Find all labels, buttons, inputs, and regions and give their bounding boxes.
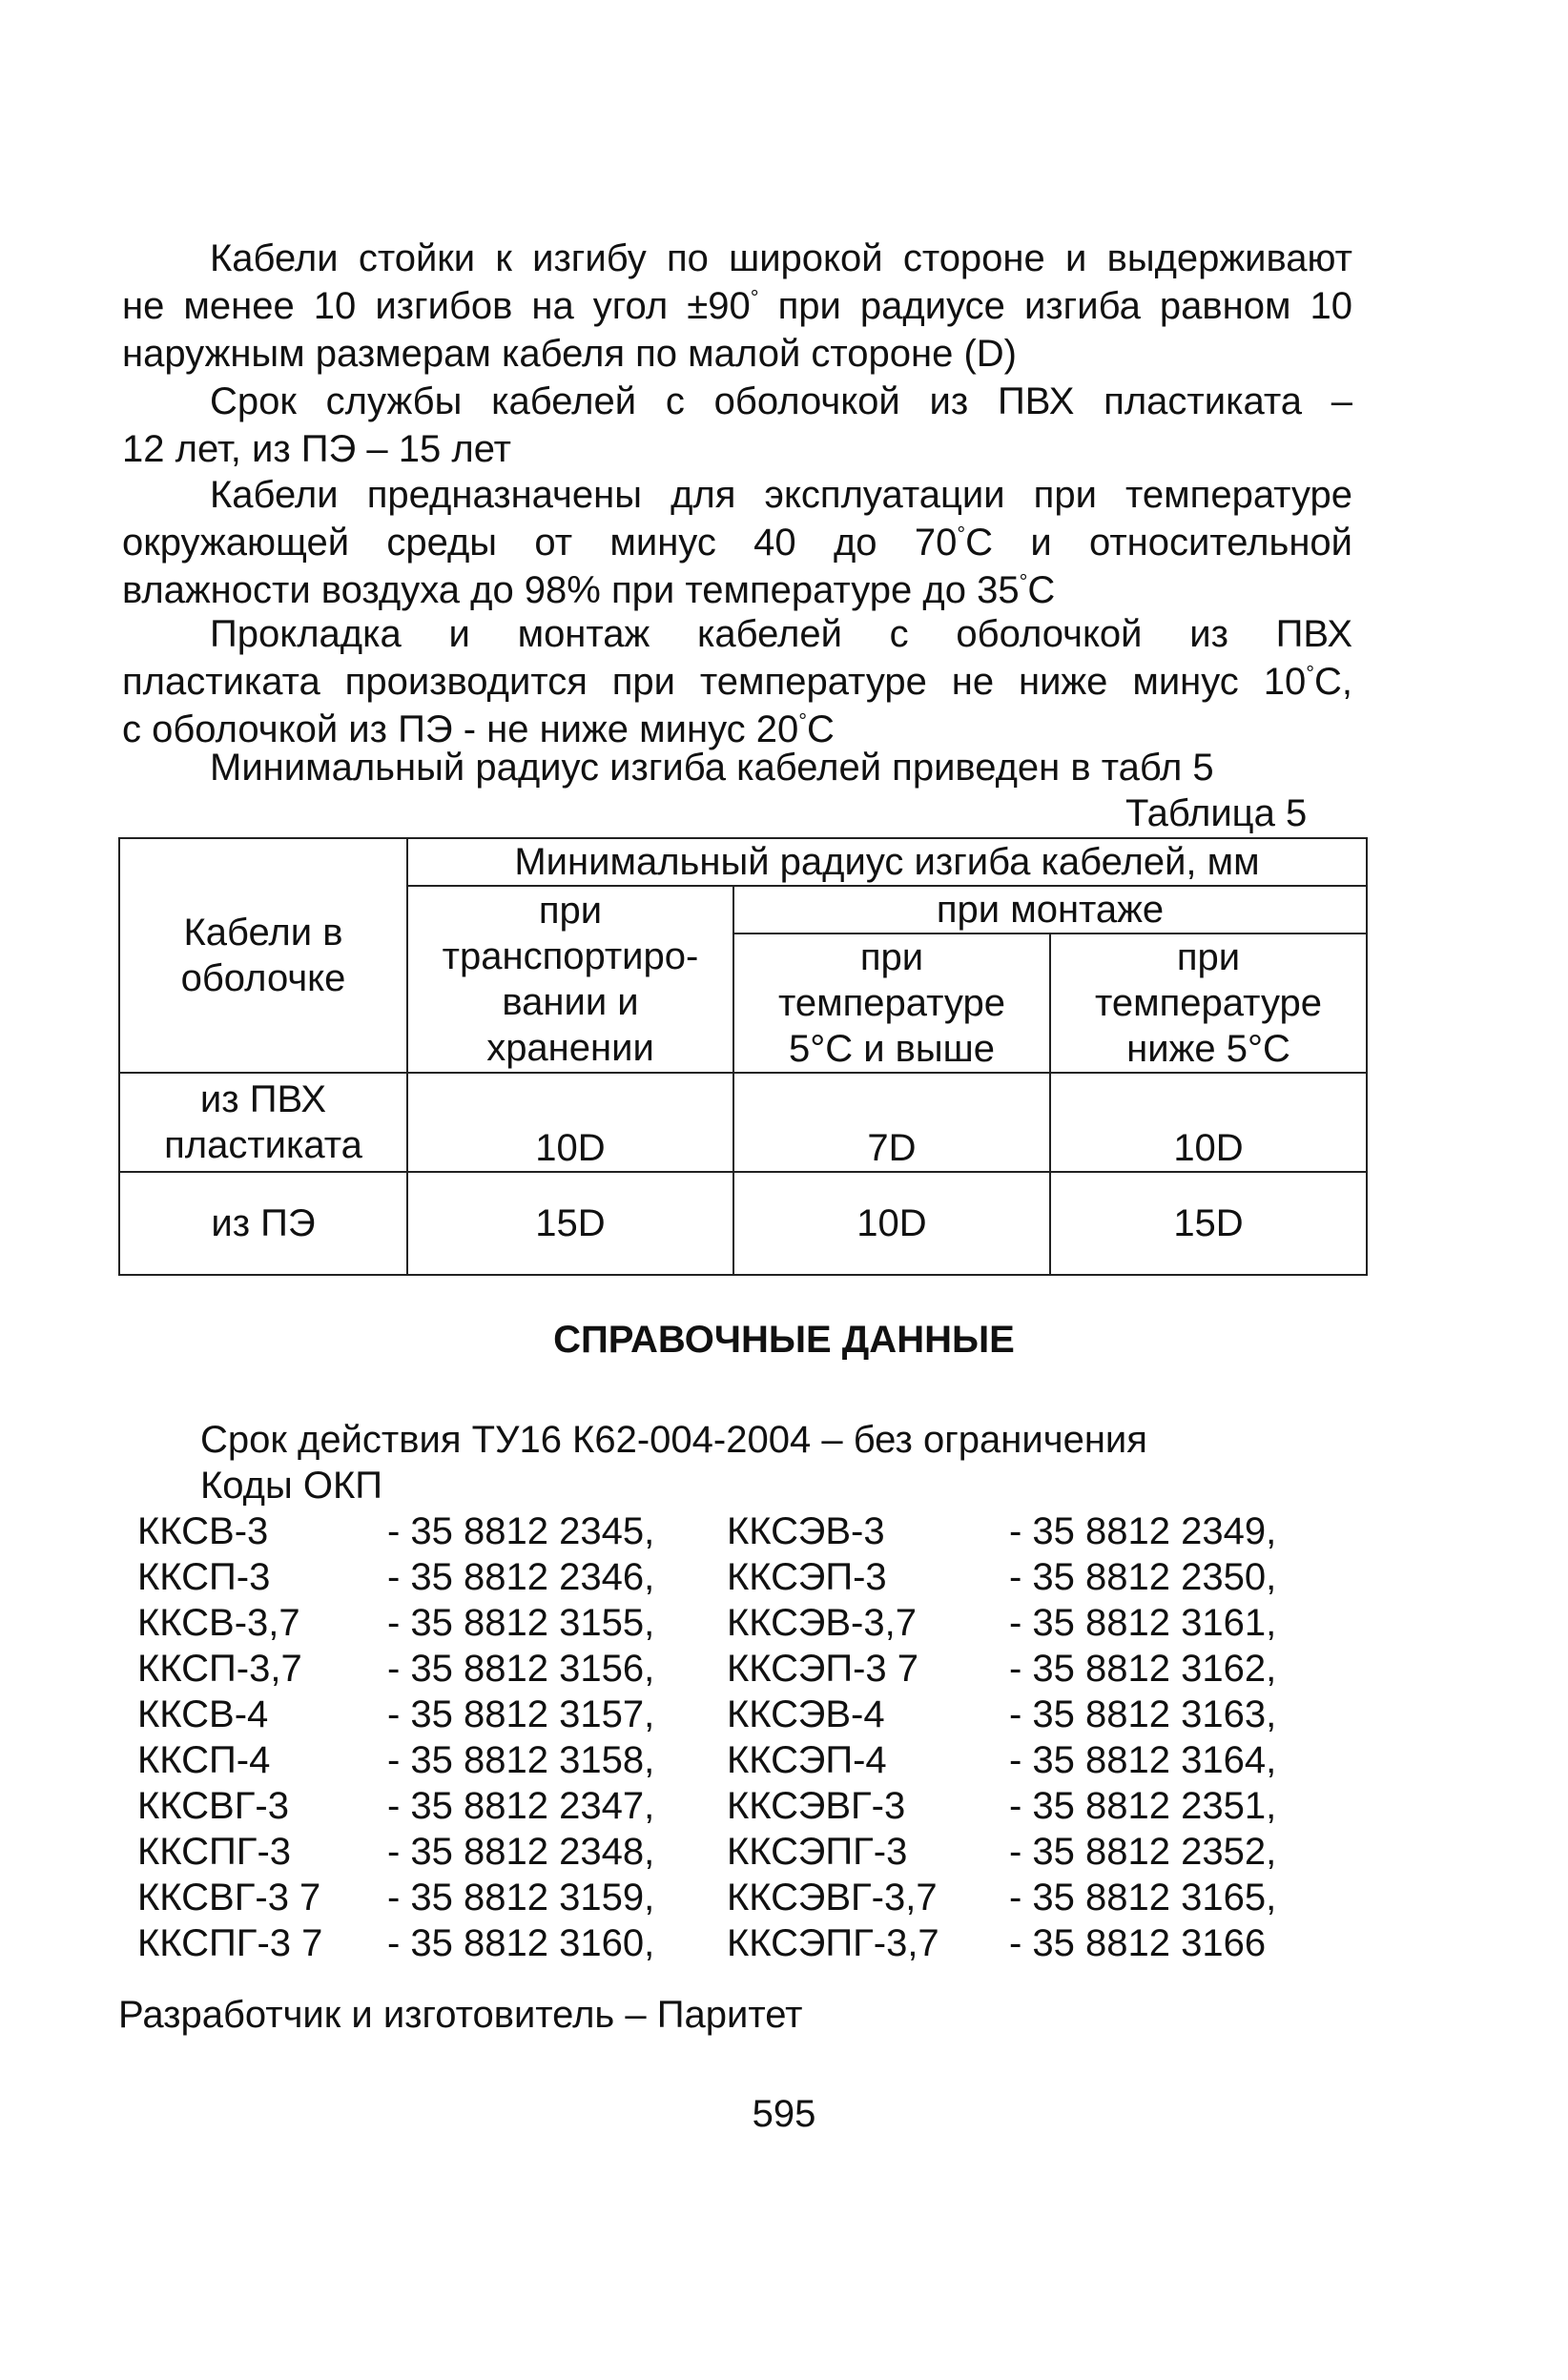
code-row: [137, 1783, 1295, 1829]
okp-code: - 35 8812 2345,: [387, 1510, 655, 1552]
okp-code: - 35 8812 3164,: [1009, 1739, 1277, 1781]
okp-code: - 35 8812 3159,: [387, 1877, 655, 1918]
code-row: [137, 1508, 1295, 1554]
header-text: при: [1176, 936, 1241, 978]
header-mounting: при монтаже: [733, 886, 1367, 934]
code-row: [137, 1920, 1295, 1966]
cable-mark: ККСЭВГ-3: [727, 1785, 906, 1827]
text-segment: С и относительной: [965, 522, 1352, 564]
paragraph-operating-conditions: [122, 471, 1352, 614]
text-line: Кабели предназначены для эксплуатации при температуре: [210, 474, 1352, 516]
header-cable-sheath: [119, 838, 407, 1073]
cable-mark: ККСЭВ-3: [727, 1510, 885, 1552]
codes-title: Коды ОКП: [200, 1465, 383, 1507]
text-line: Срок службы кабелей с оболочкой из ПВХ пластиката –: [210, 380, 1352, 422]
cell-below-5c: 10D: [1050, 1073, 1367, 1172]
text-line: Прокладка и монтаж кабелей с оболочкой из ПВХ: [210, 613, 1352, 655]
cable-mark: ККСВГ-3: [137, 1785, 289, 1827]
code-row: [137, 1737, 1295, 1783]
header-text: при: [859, 936, 924, 978]
cell-transport: 15D: [407, 1172, 733, 1275]
okp-code: - 35 8812 3158,: [387, 1739, 655, 1781]
table-row: [119, 1073, 1367, 1172]
validity-line: Срок действия ТУ16 К62-004-2004 – без ограничения: [200, 1419, 1147, 1461]
text-segment: С: [807, 708, 835, 750]
cell-text: из ПВХ: [199, 1078, 327, 1120]
cell-transport: 10D: [407, 1073, 733, 1172]
row-label: из ПЭ: [119, 1172, 407, 1275]
table-caption: Таблица 5: [1125, 792, 1308, 834]
cable-mark: ККСЭПГ-3: [727, 1831, 908, 1873]
developer-line: Разработчик и изготовитель – Паритет: [118, 1994, 803, 2036]
cable-mark: ККСВГ-3 7: [137, 1877, 321, 1918]
header-text: при: [538, 890, 603, 932]
okp-code: - 35 8812 3165,: [1009, 1877, 1277, 1918]
text-line: наружным размерам кабеля по малой стороне (D): [122, 333, 1017, 375]
code-row: [137, 1875, 1295, 1920]
header-text: температуре: [1095, 982, 1322, 1024]
header-text: оболочке: [180, 957, 346, 999]
code-row: [137, 1829, 1295, 1875]
text-segment: окружающей среды от минус 40 до 70: [122, 522, 958, 564]
okp-code: - 35 8812 3161,: [1009, 1602, 1277, 1644]
cable-mark: ККСЭП-3: [727, 1556, 887, 1598]
degree-sign: °: [798, 708, 808, 733]
header-text: температуре: [778, 982, 1005, 1024]
header-text: Кабели в: [183, 912, 343, 954]
code-row: [137, 1692, 1295, 1737]
header-above-5c: [733, 934, 1050, 1073]
paragraph-bend-resistance: [122, 235, 1352, 378]
okp-code: - 35 8812 3155,: [387, 1602, 655, 1644]
cable-mark: ККСВ-4: [137, 1693, 269, 1735]
okp-code: - 35 8812 3163,: [1009, 1693, 1277, 1735]
text-line: [122, 519, 1352, 566]
code-row: [137, 1646, 1295, 1692]
okp-code: - 35 8812 2349,: [1009, 1510, 1277, 1552]
paragraph-table-reference: [122, 744, 1352, 791]
okp-code: - 35 8812 3160,: [387, 1922, 655, 1964]
degree-sign: °: [1306, 661, 1314, 686]
text-segment: с оболочкой из ПЭ - не ниже минус 20: [122, 708, 799, 750]
okp-code: - 35 8812 3166: [1009, 1922, 1267, 1964]
paragraph-installation: [122, 610, 1352, 753]
header-below-5c: [1050, 934, 1367, 1073]
header-transport: [407, 886, 733, 1073]
page-number: 595: [752, 2093, 816, 2135]
okp-code: - 35 8812 2346,: [387, 1556, 655, 1598]
okp-code: - 35 8812 2348,: [387, 1831, 655, 1873]
section-heading: СПРАВОЧНЫЕ ДАННЫЕ: [553, 1319, 1015, 1361]
header-text: вании и: [502, 981, 639, 1023]
code-row: [137, 1554, 1295, 1600]
degree-sign: °: [957, 522, 966, 546]
cable-mark: ККСЭПГ-3,7: [727, 1922, 939, 1964]
table-row: [119, 1172, 1367, 1275]
cable-mark: ККСП-4: [137, 1739, 271, 1781]
degree-sign: °: [750, 285, 759, 310]
text-line: [122, 566, 1352, 614]
okp-code: - 35 8812 2350,: [1009, 1556, 1277, 1598]
okp-code: - 35 8812 2347,: [387, 1785, 655, 1827]
okp-code: - 35 8812 3157,: [387, 1693, 655, 1735]
cell-text: пластиката: [164, 1124, 362, 1166]
text-line: [122, 658, 1352, 706]
cell-above-5c: 10D: [733, 1172, 1050, 1275]
cell-below-5c: 15D: [1050, 1172, 1367, 1275]
table-header-row: [119, 838, 1367, 886]
text-line: [122, 282, 1352, 330]
okp-code: - 35 8812 3156,: [387, 1648, 655, 1690]
okp-code: - 35 8812 2352,: [1009, 1831, 1277, 1873]
text-segment: С,: [1314, 661, 1352, 703]
cable-mark: ККСП-3: [137, 1556, 271, 1598]
code-row: [137, 1600, 1295, 1646]
row-label: [119, 1073, 407, 1172]
cable-mark: ККСПГ-3 7: [137, 1922, 323, 1964]
cable-mark: ККСЭП-3 7: [727, 1648, 919, 1690]
bend-radius-table: [118, 837, 1368, 1276]
text-segment: С: [1027, 569, 1056, 611]
text-line: Минимальный радиус изгиба кабелей приведен в табл 5: [210, 747, 1214, 789]
text-line: 12 лет, из ПЭ – 15 лет: [122, 428, 511, 470]
text-segment: влажности воздуха до 98% при температуре до 35: [122, 569, 1020, 611]
text-segment: не менее 10 изгибов на угол ±90: [122, 285, 751, 327]
cable-mark: ККСЭП-4: [727, 1739, 887, 1781]
paragraph-service-life: [122, 378, 1352, 473]
cable-mark: ККСПГ-3: [137, 1831, 292, 1873]
header-min-radius: Минимальный радиус изгиба кабелей, мм: [407, 838, 1367, 886]
text-segment: пластиката производится при температуре не ниже минус 10: [122, 661, 1307, 703]
cable-mark: ККСВ-3,7: [137, 1602, 300, 1644]
cable-mark: ККСВ-3: [137, 1510, 269, 1552]
cable-mark: ККСП-3,7: [137, 1648, 302, 1690]
header-text: хранении: [486, 1027, 654, 1069]
cable-mark: ККСЭВГ-3,7: [727, 1877, 938, 1918]
cable-mark: ККСЭВ-3,7: [727, 1602, 917, 1644]
text-segment: при радиусе изгиба равном 10: [758, 285, 1353, 327]
degree-sign: °: [1019, 569, 1028, 594]
header-text: 5°С и выше: [788, 1028, 996, 1070]
header-text: ниже 5°С: [1126, 1028, 1290, 1070]
cable-mark: ККСЭВ-4: [727, 1693, 885, 1735]
okp-code: - 35 8812 3162,: [1009, 1648, 1277, 1690]
okp-code: - 35 8812 2351,: [1009, 1785, 1277, 1827]
okp-codes-table: [137, 1508, 1295, 1966]
header-text: транспортиро-: [442, 935, 699, 977]
text-line: Кабели стойки к изгибу по широкой стороне и выдерживают: [210, 237, 1352, 279]
cell-above-5c: 7D: [733, 1073, 1050, 1172]
